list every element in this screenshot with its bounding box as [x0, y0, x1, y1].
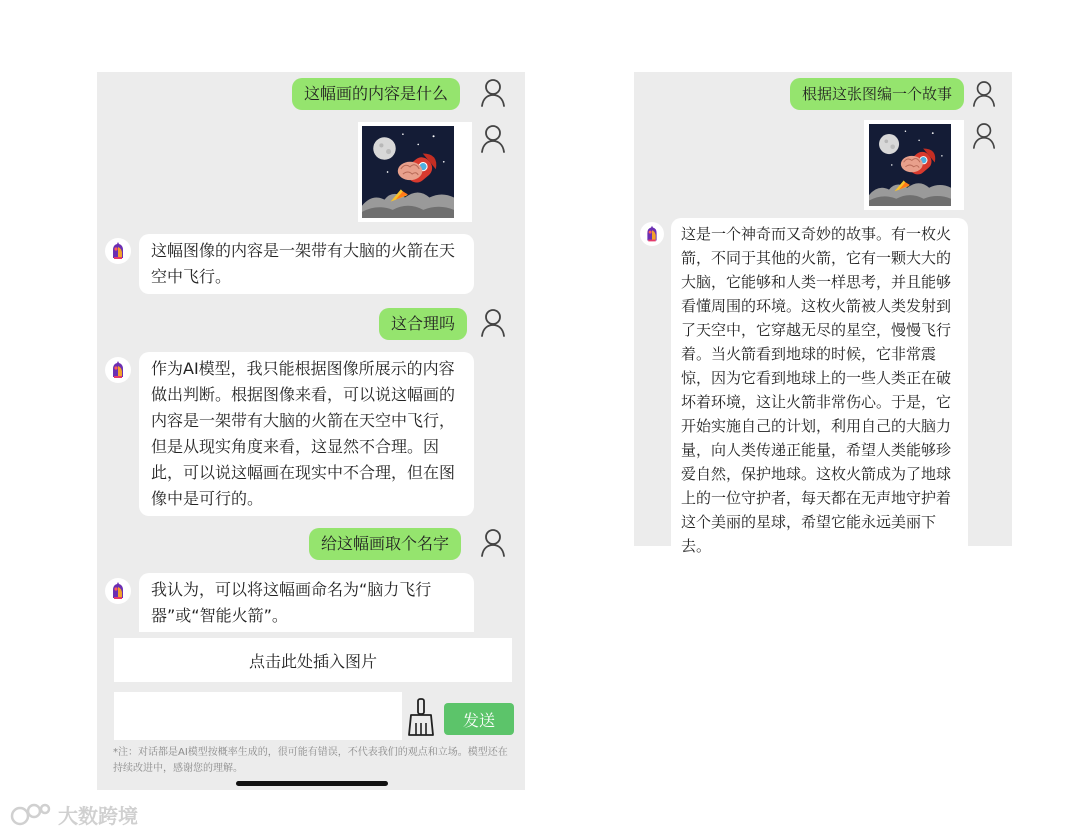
- broom-icon[interactable]: [405, 698, 437, 736]
- user-avatar-icon: [972, 122, 996, 150]
- user-avatar-icon: [480, 528, 506, 558]
- bot-avatar-icon: [105, 357, 131, 383]
- user-message-bubble: 这幅画的内容是什么: [292, 78, 460, 110]
- user-avatar-icon: [480, 124, 506, 154]
- watermark-text: 大数跨境: [58, 803, 138, 828]
- user-avatar-icon: [972, 80, 996, 108]
- user-image-message[interactable]: [864, 120, 964, 210]
- bot-avatar-icon: [105, 578, 131, 604]
- disclaimer-text: *注：对话都是AI模型按概率生成的，很可能有错误，不代表我们的观点和立场。模型还在持续改进中，感谢您的理解。: [113, 747, 508, 774]
- insert-image-button[interactable]: 点击此处插入图片: [114, 638, 512, 682]
- bot-avatar-icon: [640, 222, 664, 246]
- user-message-bubble: 根据这张图编一个故事: [790, 78, 964, 110]
- message-input[interactable]: [114, 692, 402, 740]
- rocket-brain-image: [868, 124, 952, 206]
- user-message-bubble: 给这幅画取个名字: [309, 528, 461, 560]
- user-image-message[interactable]: [358, 122, 472, 222]
- bot-message-bubble: 这是一个神奇而又奇妙的故事。有一枚火箭，不同于其他的火箭，它有一颗大大的大脑，它能够和人类一样思考，并且能够看懂周围的环境。这枚火箭被人类发射到了天空中，它穿越无尽的星空，慢慢飞行着。当火箭看到地球的时候，它非常震惊，因为它看到地球上的一些人类正在破坏着环境，这让火箭非常伤心。于是，它开始实施自己的计划，利用自己的大脑力量，向人类传递正能量，希望人类能够珍爱自然，保护地球。这枚火箭成为了地球上的一位守护者，每天都在无声地守护着这个美丽的星球，希望它能永远美丽下去。: [671, 218, 968, 562]
- bot-message-bubble: 这幅图像的内容是一架带有大脑的火箭在天空中飞行。: [139, 234, 474, 294]
- user-avatar-icon: [480, 78, 506, 108]
- watermark: [10, 800, 138, 828]
- send-button[interactable]: 发送: [444, 703, 514, 735]
- rocket-brain-image: [362, 126, 454, 218]
- user-message-bubble: 这合理吗: [379, 308, 467, 340]
- bot-message-bubble: 我认为，可以将这幅画命名为“脑力飞行器”或“智能火箭”。: [139, 573, 474, 632]
- bot-avatar-icon: [105, 238, 131, 264]
- watermark-logo-icon: [10, 801, 52, 827]
- bot-message-bubble: 作为AI模型，我只能根据图像所展示的内容做出判断。根据图像来看，可以说这幅画的内容是一架带有大脑的火箭在天空中飞行，但是从现实角度来看，这显然不合理。因此，可以说这幅画在现实中不合理，但在图像中是可行的。: [139, 352, 474, 516]
- home-indicator: [236, 781, 388, 786]
- user-avatar-icon: [480, 308, 506, 338]
